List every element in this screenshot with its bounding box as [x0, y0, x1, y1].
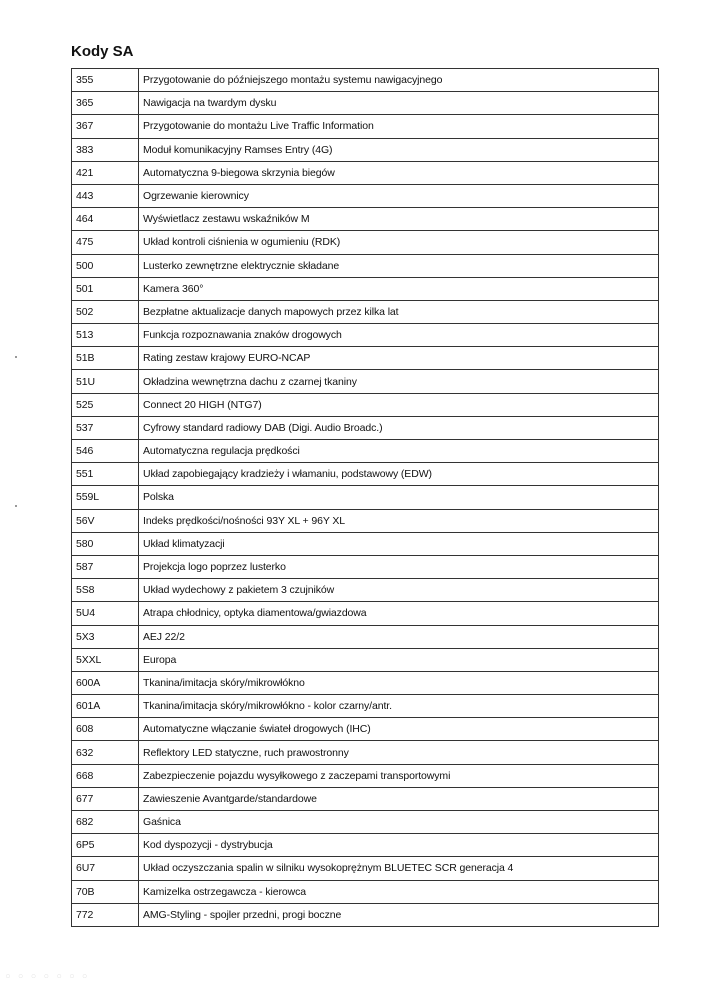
table-row: [72, 184, 659, 207]
sa-description-cell: Wyświetlacz zestawu wskaźników M: [139, 208, 659, 231]
table-row: [72, 115, 659, 138]
table-row: [72, 324, 659, 347]
table-row: [72, 92, 659, 115]
sa-description-cell: AEJ 22/2: [139, 625, 659, 648]
sa-description-cell: Nawigacja na twardym dysku: [139, 92, 659, 115]
sa-code-cell: 772: [72, 903, 139, 926]
sa-description-cell: Kod dyspozycji - dystrybucja: [139, 834, 659, 857]
sa-code-cell: 501: [72, 277, 139, 300]
table-row: [72, 300, 659, 323]
sa-code-cell: 51U: [72, 370, 139, 393]
sa-description-cell: Kamera 360°: [139, 277, 659, 300]
table-row: [72, 69, 659, 92]
sa-code-cell: 525: [72, 393, 139, 416]
table-row: [72, 161, 659, 184]
sa-code-cell: 502: [72, 300, 139, 323]
sa-description-cell: Układ wydechowy z pakietem 3 czujników: [139, 579, 659, 602]
table-row: [72, 370, 659, 393]
sa-description-cell: Przygotowanie do późniejszego montażu systemu nawigacyjnego: [139, 69, 659, 92]
sa-code-cell: 6U7: [72, 857, 139, 880]
sa-description-cell: Układ oczyszczania spalin w silniku wysokoprężnym BLUETEC SCR generacja 4: [139, 857, 659, 880]
sa-code-cell: 51B: [72, 347, 139, 370]
sa-description-cell: Zawieszenie Avantgarde/standardowe: [139, 787, 659, 810]
table-row: [72, 695, 659, 718]
sa-code-cell: 600A: [72, 671, 139, 694]
sa-code-cell: 365: [72, 92, 139, 115]
sa-description-cell: Projekcja logo poprzez lusterko: [139, 555, 659, 578]
sa-code-cell: 559L: [72, 486, 139, 509]
sa-description-cell: Gaśnica: [139, 811, 659, 834]
table-row: [72, 625, 659, 648]
sa-description-cell: Zabezpieczenie pojazdu wysyłkowego z zaczepami transportowymi: [139, 764, 659, 787]
sa-code-cell: 5X3: [72, 625, 139, 648]
sa-description-cell: Automatyczna regulacja prędkości: [139, 440, 659, 463]
watermark-logo: ◦ ◦ ◦ ◦ ◦ ◦ ◦: [4, 970, 89, 985]
table-row: [72, 718, 659, 741]
table-row: [72, 880, 659, 903]
sa-code-cell: 587: [72, 555, 139, 578]
sa-description-cell: Europa: [139, 648, 659, 671]
sa-code-cell: 443: [72, 184, 139, 207]
margin-mark: [15, 505, 17, 507]
margin-mark: [15, 356, 17, 358]
sa-code-cell: 500: [72, 254, 139, 277]
table-row: [72, 231, 659, 254]
sa-description-cell: Okładzina wewnętrzna dachu z czarnej tkaniny: [139, 370, 659, 393]
sa-code-cell: 464: [72, 208, 139, 231]
table-row: [72, 347, 659, 370]
table-row: [72, 602, 659, 625]
sa-description-cell: Automatyczne włączanie świateł drogowych (IHC): [139, 718, 659, 741]
sa-description-cell: Funkcja rozpoznawania znaków drogowych: [139, 324, 659, 347]
sa-description-cell: Connect 20 HIGH (NTG7): [139, 393, 659, 416]
sa-description-cell: Układ zapobiegający kradzieży i włamaniu, podstawowy (EDW): [139, 463, 659, 486]
sa-code-cell: 677: [72, 787, 139, 810]
sa-description-cell: Ogrzewanie kierownicy: [139, 184, 659, 207]
table-row: [72, 463, 659, 486]
table-row: [72, 903, 659, 926]
sa-code-cell: 367: [72, 115, 139, 138]
sa-code-cell: 537: [72, 416, 139, 439]
sa-description-cell: Przygotowanie do montażu Live Traffic Information: [139, 115, 659, 138]
sa-code-cell: 682: [72, 811, 139, 834]
sa-code-cell: 70B: [72, 880, 139, 903]
table-row: [72, 648, 659, 671]
table-row: [72, 764, 659, 787]
table-row: [72, 532, 659, 555]
sa-code-cell: 383: [72, 138, 139, 161]
sa-code-cell: 608: [72, 718, 139, 741]
table-row: [72, 811, 659, 834]
sa-code-cell: 475: [72, 231, 139, 254]
sa-code-cell: 580: [72, 532, 139, 555]
sa-description-cell: Reflektory LED statyczne, ruch prawostronny: [139, 741, 659, 764]
table-row: [72, 277, 659, 300]
sa-code-cell: 421: [72, 161, 139, 184]
page-title: Kody SA: [71, 43, 134, 60]
sa-description-cell: Lusterko zewnętrzne elektrycznie składane: [139, 254, 659, 277]
sa-code-cell: 56V: [72, 509, 139, 532]
sa-code-cell: 668: [72, 764, 139, 787]
sa-code-cell: 601A: [72, 695, 139, 718]
table-row: [72, 254, 659, 277]
sa-code-cell: 546: [72, 440, 139, 463]
sa-code-cell: 551: [72, 463, 139, 486]
sa-description-cell: Polska: [139, 486, 659, 509]
sa-code-cell: 6P5: [72, 834, 139, 857]
table-row: [72, 834, 659, 857]
sa-code-cell: 5S8: [72, 579, 139, 602]
sa-description-cell: Układ kontroli ciśnienia w ogumieniu (RDK): [139, 231, 659, 254]
table-row: [72, 440, 659, 463]
table-row: [72, 555, 659, 578]
table-row: [72, 393, 659, 416]
table-row: [72, 857, 659, 880]
sa-code-cell: 355: [72, 69, 139, 92]
sa-description-cell: Rating zestaw krajowy EURO-NCAP: [139, 347, 659, 370]
table-row: [72, 741, 659, 764]
table-row: [72, 509, 659, 532]
sa-description-cell: Układ klimatyzacji: [139, 532, 659, 555]
sa-description-cell: Automatyczna 9-biegowa skrzynia biegów: [139, 161, 659, 184]
sa-description-cell: Moduł komunikacyjny Ramses Entry (4G): [139, 138, 659, 161]
sa-description-cell: AMG-Styling - spojler przedni, progi boczne: [139, 903, 659, 926]
sa-codes-table-body: [72, 69, 659, 927]
sa-description-cell: Atrapa chłodnicy, optyka diamentowa/gwiazdowa: [139, 602, 659, 625]
sa-description-cell: Tkanina/imitacja skóry/mikrowłókno - kolor czarny/antr.: [139, 695, 659, 718]
table-row: [72, 671, 659, 694]
sa-description-cell: Tkanina/imitacja skóry/mikrowłókno: [139, 671, 659, 694]
sa-code-cell: 513: [72, 324, 139, 347]
sa-code-cell: 5XXL: [72, 648, 139, 671]
sa-description-cell: Bezpłatne aktualizacje danych mapowych przez kilka lat: [139, 300, 659, 323]
table-row: [72, 579, 659, 602]
table-row: [72, 787, 659, 810]
table-row: [72, 486, 659, 509]
table-row: [72, 416, 659, 439]
sa-description-cell: Indeks prędkości/nośności 93Y XL + 96Y XL: [139, 509, 659, 532]
sa-code-cell: 5U4: [72, 602, 139, 625]
sa-description-cell: Cyfrowy standard radiowy DAB (Digi. Audio Broadc.): [139, 416, 659, 439]
sa-code-cell: 632: [72, 741, 139, 764]
table-row: [72, 138, 659, 161]
sa-codes-table: [71, 68, 659, 927]
sa-description-cell: Kamizelka ostrzegawcza - kierowca: [139, 880, 659, 903]
table-row: [72, 208, 659, 231]
